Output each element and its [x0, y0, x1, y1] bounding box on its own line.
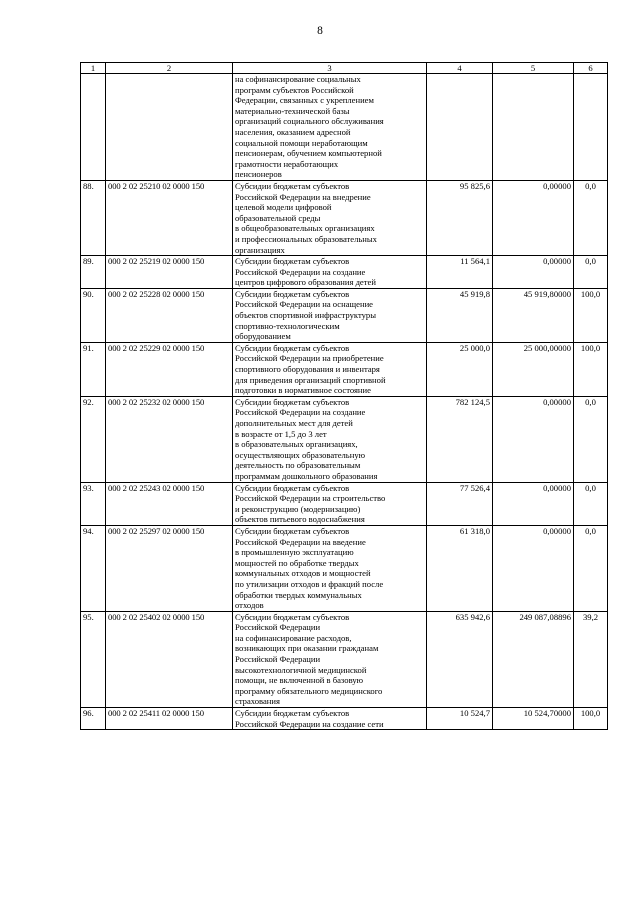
table-row — [81, 708, 608, 730]
executed-amount-cell: 0,00000 — [493, 256, 574, 289]
table-row — [81, 482, 608, 525]
approved-amount-cell: 61 318,0 — [427, 525, 493, 611]
budget-code-cell: 000 2 02 25402 02 0000 150 — [106, 611, 233, 707]
executed-amount-cell: 0,00000 — [493, 482, 574, 525]
row-number-cell: 91. — [81, 342, 106, 396]
percent-cell — [574, 74, 608, 181]
description-cell: Субсидии бюджетам субъектов Российской Федерации на создание центров цифрового образования детей — [233, 256, 427, 289]
column-header-1: 1 — [81, 63, 106, 74]
row-number-cell: 88. — [81, 180, 106, 255]
row-number-cell: 90. — [81, 288, 106, 342]
row-number-cell — [81, 74, 106, 181]
column-header-5: 5 — [493, 63, 574, 74]
description-cell: Субсидии бюджетам субъектов Российской Федерации на приобретение спортивного оборудования и инвентаря для приведения организаций спортивной подготовки в нормативное состояние — [233, 342, 427, 396]
table-row — [81, 288, 608, 342]
approved-amount-cell: 25 000,0 — [427, 342, 493, 396]
description-cell: Субсидии бюджетам субъектов Российской Федерации на оснащение объектов спортивной инфраструктуры спортивно-технологическим оборудованием — [233, 288, 427, 342]
budget-code-cell — [106, 74, 233, 181]
percent-cell: 100,0 — [574, 342, 608, 396]
budget-code-cell: 000 2 02 25229 02 0000 150 — [106, 342, 233, 396]
description-cell: на софинансирование социальных программ субъектов Российской Федерации, связанных с укреплением материально-технической базы организаций социального обслуживания населения, оказанием адресной социальной помощи неработающим пенсионерам, обучением компьютерной грамотности неработающих пенсионеров — [233, 74, 427, 181]
executed-amount-cell: 0,00000 — [493, 396, 574, 482]
row-number-cell: 93. — [81, 482, 106, 525]
page-number: 8 — [317, 25, 323, 37]
row-number-cell: 92. — [81, 396, 106, 482]
description-cell: Субсидии бюджетам субъектов Российской Федерации на софинансирование расходов, возникающих при оказании гражданам Российской Федерации высокотехнологичной медицинской помощи, не включенной в базовую программу обязательного медицинского страхования — [233, 611, 427, 707]
percent-cell: 39,2 — [574, 611, 608, 707]
percent-cell: 0,0 — [574, 256, 608, 289]
table-row — [81, 256, 608, 289]
percent-cell: 0,0 — [574, 482, 608, 525]
executed-amount-cell: 25 000,00000 — [493, 342, 574, 396]
column-header-6: 6 — [574, 63, 608, 74]
approved-amount-cell: 77 526,4 — [427, 482, 493, 525]
executed-amount-cell: 0,00000 — [493, 180, 574, 255]
row-number-cell: 94. — [81, 525, 106, 611]
table-row — [81, 611, 608, 707]
percent-cell: 100,0 — [574, 288, 608, 342]
column-header-4: 4 — [427, 63, 493, 74]
approved-amount-cell: 10 524,7 — [427, 708, 493, 730]
percent-cell: 0,0 — [574, 525, 608, 611]
budget-code-cell: 000 2 02 25210 02 0000 150 — [106, 180, 233, 255]
percent-cell: 0,0 — [574, 396, 608, 482]
percent-cell: 0,0 — [574, 180, 608, 255]
budget-code-cell: 000 2 02 25232 02 0000 150 — [106, 396, 233, 482]
table-row — [81, 74, 608, 181]
row-number-cell: 89. — [81, 256, 106, 289]
executed-amount-cell: 45 919,80000 — [493, 288, 574, 342]
description-cell: Субсидии бюджетам субъектов Российской Федерации на введение в промышленную эксплуатацию мощностей по обработке твердых коммунальных отходов и мощностей по утилизации отходов и фракций после обработки твердых коммунальных отходов — [233, 525, 427, 611]
approved-amount-cell: 635 942,6 — [427, 611, 493, 707]
approved-amount-cell: 95 825,6 — [427, 180, 493, 255]
description-cell: Субсидии бюджетам субъектов Российской Федерации на создание сети — [233, 708, 427, 730]
approved-amount-cell: 11 564,1 — [427, 256, 493, 289]
column-header-2: 2 — [106, 63, 233, 74]
description-cell: Субсидии бюджетам субъектов Российской Федерации на создание дополнительных мест для детей в возрасте от 1,5 до 3 лет в образовательных организациях, осуществляющих образовательную деятельность по образовательным программам дошкольного образования — [233, 396, 427, 482]
executed-amount-cell — [493, 74, 574, 181]
approved-amount-cell — [427, 74, 493, 181]
row-number-cell: 96. — [81, 708, 106, 730]
budget-table — [80, 62, 608, 730]
approved-amount-cell: 45 919,8 — [427, 288, 493, 342]
table-header-row — [81, 63, 608, 74]
executed-amount-cell: 0,00000 — [493, 525, 574, 611]
budget-code-cell: 000 2 02 25297 02 0000 150 — [106, 525, 233, 611]
description-cell: Субсидии бюджетам субъектов Российской Федерации на строительство и реконструкцию (модернизацию) объектов питьевого водоснабжения — [233, 482, 427, 525]
column-header-3: 3 — [233, 63, 427, 74]
table-row — [81, 342, 608, 396]
executed-amount-cell: 10 524,70000 — [493, 708, 574, 730]
executed-amount-cell: 249 087,08896 — [493, 611, 574, 707]
approved-amount-cell: 782 124,5 — [427, 396, 493, 482]
table-row — [81, 525, 608, 611]
table-row — [81, 396, 608, 482]
percent-cell: 100,0 — [574, 708, 608, 730]
budget-code-cell: 000 2 02 25228 02 0000 150 — [106, 288, 233, 342]
budget-code-cell: 000 2 02 25219 02 0000 150 — [106, 256, 233, 289]
budget-code-cell: 000 2 02 25243 02 0000 150 — [106, 482, 233, 525]
budget-code-cell: 000 2 02 25411 02 0000 150 — [106, 708, 233, 730]
table-row — [81, 180, 608, 255]
row-number-cell: 95. — [81, 611, 106, 707]
description-cell: Субсидии бюджетам субъектов Российской Федерации на внедрение целевой модели цифровой образовательной среды в общеобразовательных организациях и профессиональных образовательных организациях — [233, 180, 427, 255]
